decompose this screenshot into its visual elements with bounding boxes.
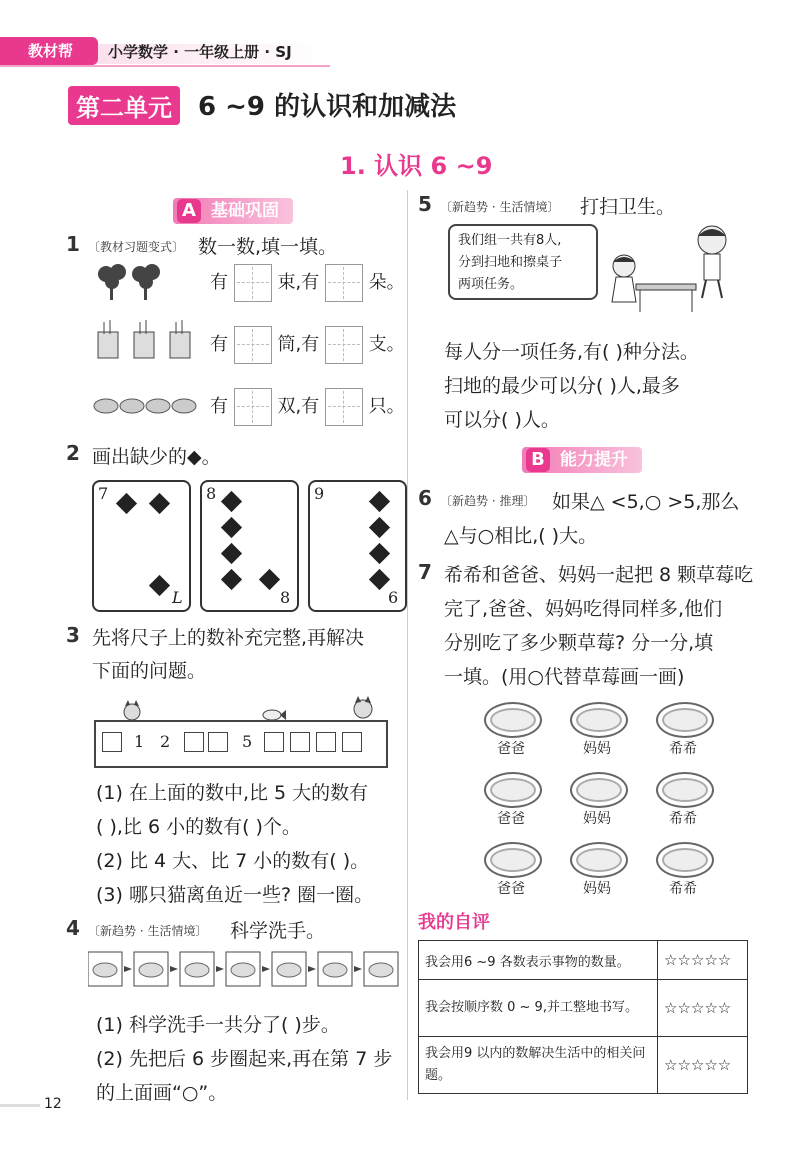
table-row [419, 1037, 748, 1094]
star-rating[interactable]: ☆☆☆☆☆ [658, 980, 748, 1037]
section-a-badge [173, 198, 293, 224]
section-a-label: 基础巩固 [211, 201, 279, 221]
answer-box[interactable] [325, 264, 363, 302]
plate[interactable] [484, 772, 542, 808]
q5-tag: 〔新趋势 · 生活情境〕 [440, 200, 560, 214]
pen-holders-picture [96, 320, 196, 360]
diamond-icon [369, 543, 390, 564]
plate[interactable] [656, 842, 714, 878]
q1-row2-c: 支。 [368, 334, 405, 355]
diamond-icon [221, 491, 242, 512]
q1-row1-b: 束,有 [277, 272, 320, 293]
column-divider [407, 190, 408, 1100]
q4-part-2b: 的上面画“○”。 [96, 1082, 228, 1104]
ruler-blank-box[interactable] [208, 732, 228, 752]
q7-line-2: 完了,爸爸、妈妈吃得同样多,他们 [444, 598, 723, 620]
q1-text: 数一数,填一填。 [198, 236, 338, 258]
header-subtitle: 小学数学 · 一年级上册 · SJ [108, 43, 292, 61]
plate-label-xixi: 希希 [669, 741, 697, 757]
q7-line-4: 一填。(用○代替草莓画一画) [444, 666, 685, 688]
self-eval-text: 我会用9 以内的数解决生活中的相关问题。 [419, 1037, 658, 1094]
card-corner: 8 [280, 588, 291, 607]
self-eval-table [418, 940, 748, 1094]
socks-picture [92, 390, 204, 420]
page-number-rule [0, 1104, 40, 1107]
q1-row1-a: 有 [210, 272, 228, 293]
q4-part-2a: (2) 先把后 6 步圈起来,再在第 7 步 [96, 1048, 393, 1070]
plate[interactable] [570, 702, 628, 738]
ruler-number: 1 [134, 732, 145, 751]
plate[interactable] [656, 772, 714, 808]
star-rating[interactable]: ☆☆☆☆☆ [658, 941, 748, 980]
section-b-letter: B [526, 448, 550, 472]
table-row [419, 980, 748, 1037]
card-rank: 8 [206, 484, 217, 503]
star-rating[interactable]: ☆☆☆☆☆ [658, 1037, 748, 1094]
lesson-title: 1. 认识 6 ~9 [340, 152, 493, 180]
q6-line-2: △与○相比,( )大。 [444, 525, 598, 547]
q4-tag: 〔新趋势 · 生活情境〕 [88, 924, 208, 938]
unit-title: 6 ~9 的认识和加减法 [198, 92, 457, 122]
q5-text: 打扫卫生。 [580, 196, 676, 218]
ruler-blank-box[interactable] [316, 732, 336, 752]
ruler-blank-box[interactable] [342, 732, 362, 752]
card-corner: 6 [388, 588, 399, 607]
q1-row3-c: 只。 [368, 396, 405, 417]
q4-part-1: (1) 科学洗手一共分了( )步。 [96, 1014, 340, 1036]
answer-box[interactable] [234, 264, 272, 302]
q7-line-3: 分别吃了多少颗草莓? 分一分,填 [444, 632, 714, 654]
ruler-number: 2 [160, 732, 171, 751]
q5-line-3: 可以分( )人。 [444, 409, 560, 431]
card-rank: 7 [98, 484, 109, 503]
q6-tag: 〔新趋势 · 推理〕 [440, 494, 536, 508]
card-corner: L [172, 588, 183, 607]
ruler-blank-box[interactable] [102, 732, 122, 752]
diamond-icon [259, 569, 280, 590]
q6-number: 6 [418, 486, 432, 510]
q1-row3-a: 有 [210, 396, 228, 417]
section-b-badge [522, 447, 642, 473]
plate-label-mom: 妈妈 [583, 741, 611, 757]
ruler-number: 5 [242, 732, 253, 751]
self-eval-text: 我会用6 ~9 各数表示事物的数量。 [419, 941, 658, 980]
q7-number: 7 [418, 560, 432, 584]
ruler-blank-box[interactable] [290, 732, 310, 752]
flower-bouquets-picture [92, 262, 204, 302]
diamond-icon [369, 491, 390, 512]
q5-line-1: 每人分一项任务,有( )种分法。 [444, 341, 699, 363]
diamond-icon [116, 493, 137, 514]
q1-row2-b: 筒,有 [277, 334, 320, 355]
q6-line-1: 如果△ <5,○ >5,那么 [552, 491, 740, 513]
speech-bubble [448, 224, 598, 300]
q1-number: 1 [66, 232, 80, 256]
self-eval-title: 我的自评 [418, 912, 490, 933]
playing-card-9 [308, 480, 407, 612]
q4-number: 4 [66, 916, 80, 940]
plate[interactable] [570, 772, 628, 808]
q1-row-3 [210, 388, 405, 426]
q1-row2-a: 有 [210, 334, 228, 355]
diamond-icon [149, 493, 170, 514]
q2-text: 画出缺少的◆。 [92, 446, 221, 468]
q3-part-3: (3) 哪只猫离鱼近一些? 圈一圈。 [96, 884, 374, 906]
q1-row-2 [210, 326, 405, 364]
plate-label-dad: 爸爸 [497, 811, 525, 827]
playing-card-8 [200, 480, 299, 612]
q3-part-2: (2) 比 4 大、比 7 小的数有( )。 [96, 850, 370, 872]
plate[interactable] [570, 842, 628, 878]
answer-box[interactable] [325, 388, 363, 426]
page-number: 12 [44, 1096, 62, 1112]
q3-text-1: 先将尺子上的数补充完整,再解决 [92, 627, 365, 649]
section-a-letter: A [177, 199, 201, 223]
plate-label-mom: 妈妈 [583, 811, 611, 827]
q1-row3-b: 双,有 [277, 396, 320, 417]
header-rule [0, 65, 330, 67]
plate-label-dad: 爸爸 [497, 741, 525, 757]
q3-part-1a: (1) 在上面的数中,比 5 大的数有 [96, 782, 369, 804]
plate[interactable] [484, 702, 542, 738]
q1-tag: 〔教材习题变式〕 [88, 240, 185, 254]
diamond-icon [221, 569, 242, 590]
handwashing-steps-picture [88, 950, 404, 990]
plate-label-xixi: 希希 [669, 811, 697, 827]
plate[interactable] [484, 842, 542, 878]
children-cleaning-picture [600, 222, 740, 318]
plate-label-xixi: 希希 [669, 881, 697, 897]
q1-row1-c: 朵。 [368, 272, 405, 293]
plate-label-dad: 爸爸 [497, 881, 525, 897]
plate[interactable] [656, 702, 714, 738]
q7-line-1: 希希和爸爸、妈妈一起把 8 颗草莓吃 [444, 564, 754, 586]
cat-icon[interactable] [120, 700, 144, 722]
playing-card-7 [92, 480, 191, 612]
card-rank: 9 [314, 484, 325, 503]
q3-number: 3 [66, 623, 80, 647]
cat-icon[interactable] [350, 696, 376, 722]
plate-label-mom: 妈妈 [583, 881, 611, 897]
q4-text: 科学洗手。 [230, 920, 326, 942]
bubble-line: 我们组一共有8人, [458, 233, 562, 248]
self-eval-text: 我会按顺序数 0 ~ 9,并工整地书写。 [419, 980, 658, 1037]
fish-icon [262, 708, 286, 722]
q2-number: 2 [66, 441, 80, 465]
answer-box[interactable] [234, 388, 272, 426]
q3-part-1b: ( ),比 6 小的数有( )个。 [96, 816, 301, 838]
number-ruler [94, 720, 388, 768]
diamond-icon [149, 575, 170, 596]
unit-badge: 第二单元 [68, 86, 180, 125]
q3-text-2: 下面的问题。 [92, 660, 207, 682]
table-row [419, 941, 748, 980]
diamond-icon [221, 543, 242, 564]
header-tab: 教材帮 [0, 37, 98, 65]
section-b-label: 能力提升 [560, 450, 628, 470]
q5-line-2: 扫地的最少可以分( )人,最多 [444, 375, 680, 397]
diamond-icon [369, 569, 390, 590]
bubble-line: 分到扫地和擦桌子 [458, 255, 563, 270]
bubble-line: 两项任务。 [458, 277, 524, 292]
ruler-blank-box[interactable] [184, 732, 204, 752]
diamond-icon [221, 517, 242, 538]
answer-box[interactable] [234, 326, 272, 364]
q5-number: 5 [418, 192, 432, 216]
q1-row-1 [210, 264, 405, 302]
ruler-blank-box[interactable] [264, 732, 284, 752]
diamond-icon [369, 517, 390, 538]
answer-box[interactable] [325, 326, 363, 364]
